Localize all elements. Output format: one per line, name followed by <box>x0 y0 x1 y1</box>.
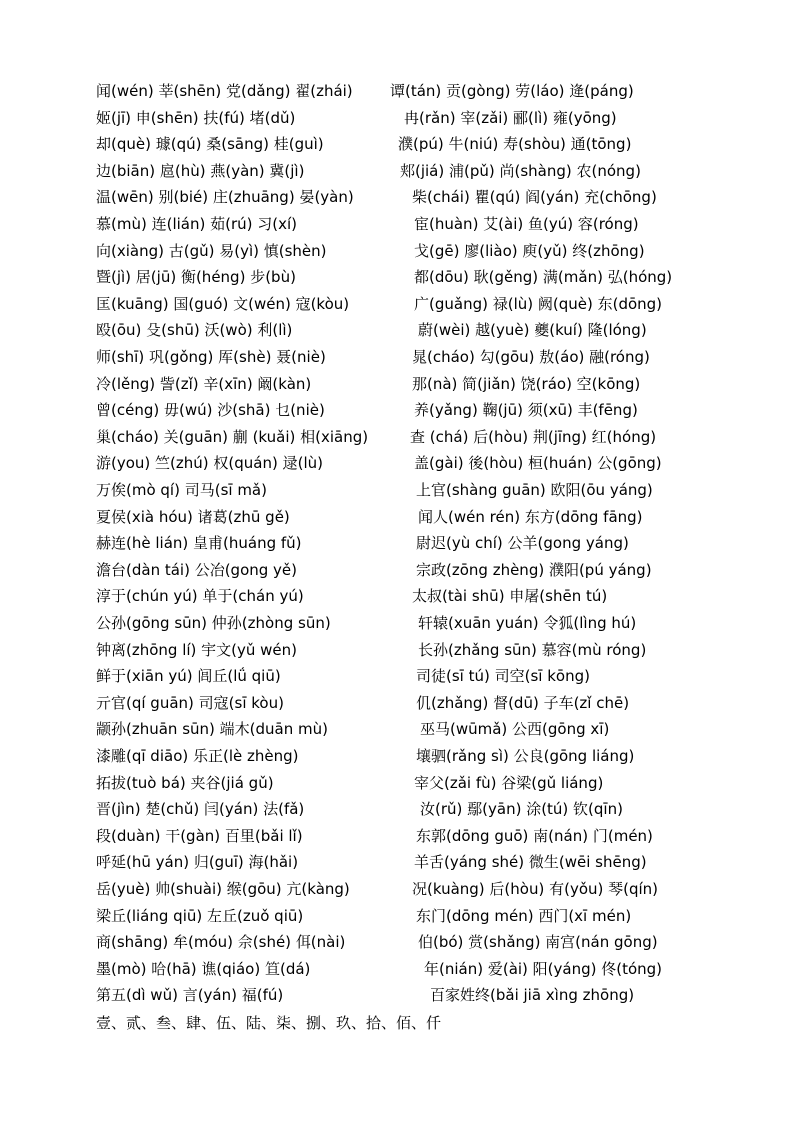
surname-row-right: 濮(pú) 牛(niú) 寿(shòu) 通(tōng) <box>398 135 632 153</box>
surname-row-right: 轩辕(xuān yuán) 令狐(lìng hú) <box>418 614 637 632</box>
surname-row-right: 东郭(dōng guō) 南(nán) 门(mén) <box>416 827 653 845</box>
surname-row-right: 广(guǎng) 禄(lù) 阙(què) 东(dōng) <box>414 295 663 313</box>
surname-row-right: 仉(zhǎng) 督(dū) 子车(zǐ chē) <box>416 694 630 712</box>
surname-row-right: 盖(gài) 後(hòu) 桓(huán) 公(gōng) <box>414 454 662 472</box>
surname-row-left: 段(duàn) 干(gàn) 百里(bǎi lǐ) <box>96 827 303 845</box>
surname-row-right: 都(dōu) 耿(gěng) 满(mǎn) 弘(hóng) <box>414 268 673 286</box>
surname-row-right: 汝(rǔ) 鄢(yān) 涂(tú) 钦(qīn) <box>420 800 623 818</box>
surname-row-right: 宗政(zōng zhèng) 濮阳(pú yáng) <box>416 561 652 579</box>
surname-row-left: 万俟(mò qí) 司马(sī mǎ) <box>96 481 267 499</box>
surname-row-left: 游(you) 竺(zhú) 权(quán) 逯(lù) <box>96 454 323 472</box>
surname-row-left: 温(wēn) 别(bié) 庄(zhuāng) 晏(yàn) <box>96 188 354 206</box>
surname-row-left: 夏侯(xià hóu) 诸葛(zhū gě) <box>96 508 290 526</box>
surname-row-left: 岳(yuè) 帅(shuài) 缑(gōu) 亢(kàng) <box>96 880 350 898</box>
surname-row-right: 东门(dōng mén) 西门(xī mén) <box>416 907 632 925</box>
surname-row-right: 羊舌(yáng shé) 微生(wēi shēng) <box>414 853 647 871</box>
surname-row-right: 那(nà) 简(jiǎn) 饶(ráo) 空(kōng) <box>412 375 641 393</box>
surname-row-left: 姬(jī) 申(shēn) 扶(fú) 堵(dǔ) <box>96 109 296 127</box>
surname-row-right: 查 (chá) 后(hòu) 荆(jīng) 红(hóng) <box>410 428 657 446</box>
surname-row-left: 师(shī) 巩(gǒng) 厍(shè) 聂(niè) <box>96 348 326 366</box>
surname-row-right: 养(yǎng) 鞠(jū) 须(xū) 丰(fēng) <box>414 401 638 419</box>
surname-row-right: 伯(bó) 赏(shǎng) 南宫(nán gōng) <box>418 933 658 951</box>
surname-row-left: 闻(wén) 莘(shēn) 党(dǎng) 翟(zhái) <box>96 82 353 100</box>
surname-row-right: 戈(gē) 廖(liào) 庾(yǔ) 终(zhōng) <box>414 242 645 260</box>
surname-row-left: 第五(dì wǔ) 言(yán) 福(fú) <box>96 986 284 1004</box>
surname-row-right: 年(nián) 爱(ài) 阳(yáng) 佟(tóng) <box>424 960 663 978</box>
surname-row-left: 暨(jì) 居(jū) 衡(héng) 步(bù) <box>96 268 296 286</box>
surname-row-right: 宦(huàn) 艾(ài) 鱼(yú) 容(róng) <box>414 215 639 233</box>
surname-row-right: 上官(shàng guān) 欧阳(ōu yáng) <box>416 481 653 499</box>
surname-row-right: 太叔(tài shū) 申屠(shēn tú) <box>412 587 608 605</box>
surname-row-left: 匡(kuāng) 国(guó) 文(wén) 寇(kòu) <box>96 295 350 313</box>
surname-row-left: 梁丘(liáng qiū) 左丘(zuǒ qiū) <box>96 907 304 925</box>
surname-row-right: 巫马(wūmǎ) 公西(gōng xī) <box>420 720 610 738</box>
surname-row-left: 淳于(chún yú) 单于(chán yú) <box>96 587 304 605</box>
surname-row-left: 呼延(hū yán) 归(guī) 海(hǎi) <box>96 853 299 871</box>
surname-row-left: 商(shāng) 牟(móu) 佘(shé) 佴(nài) <box>96 933 346 951</box>
surname-row-right: 闻人(wén rén) 东方(dōng fāng) <box>418 508 643 526</box>
surname-row-left: 澹台(dàn tái) 公冶(gong yě) <box>96 561 298 579</box>
surname-row-right: 百家姓终(bǎi jiā xìng zhōng) <box>430 986 635 1004</box>
surname-row-right: 壤驷(rǎng sì) 公良(gōng liáng) <box>416 747 635 765</box>
surname-row-left: 拓拔(tuò bá) 夹谷(jiá gǔ) <box>96 774 274 792</box>
surname-row-left: 边(biān) 扈(hù) 燕(yàn) 冀(jì) <box>96 162 305 180</box>
surname-row-right: 宰父(zǎi fù) 谷梁(gǔ liáng) <box>414 774 604 792</box>
surname-row-left: 漆雕(qī diāo) 乐正(lè zhèng) <box>96 747 299 765</box>
surname-row-left: 墨(mò) 哈(hā) 谯(qiáo) 笪(dá) <box>96 960 311 978</box>
surname-row-left: 鲜于(xiān yú) 闾丘(lǘ qiū) <box>96 667 281 685</box>
surname-row-left: 慕(mù) 连(lián) 茹(rú) 习(xí) <box>96 215 297 233</box>
surname-row-right: 谭(tán) 贡(gòng) 劳(láo) 逄(páng) <box>390 82 634 100</box>
surname-row-right: 况(kuàng) 后(hòu) 有(yǒu) 琴(qín) <box>412 880 659 898</box>
surname-row-left: 殴(ōu) 殳(shū) 沃(wò) 利(lì) <box>96 321 293 339</box>
surname-row-right: 蔚(wèi) 越(yuè) 夔(kuí) 隆(lóng) <box>418 321 647 339</box>
surname-row-left: 赫连(hè lián) 皇甫(huáng fǔ) <box>96 534 302 552</box>
surname-row-left: 曾(céng) 毋(wú) 沙(shā) 乜(niè) <box>96 401 325 419</box>
surname-row-right: 冉(rǎn) 宰(zǎi) 郦(lì) 雍(yōng) <box>404 109 617 127</box>
surname-row-right: 晁(cháo) 勾(gōu) 敖(áo) 融(róng) <box>412 348 650 366</box>
surname-row-right: 司徒(sī tú) 司空(sī kōng) <box>416 667 590 685</box>
surname-row-right: 长孙(zhǎng sūn) 慕容(mù róng) <box>418 641 647 659</box>
surname-row-right: 尉迟(yù chí) 公羊(gong yáng) <box>416 534 629 552</box>
surname-row-left: 向(xiàng) 古(gǔ) 易(yì) 慎(shèn) <box>96 242 327 260</box>
surname-row-left: 晋(jìn) 楚(chǔ) 闫(yán) 法(fǎ) <box>96 800 305 818</box>
surname-row-left: 公孙(gōng sūn) 仲孙(zhòng sūn) <box>96 614 331 632</box>
surname-row-left: 颛孙(zhuān sūn) 端木(duān mù) <box>96 720 328 738</box>
surname-row-left: 钟离(zhōng lí) 宇文(yǔ wén) <box>96 641 298 659</box>
surname-row-left: 却(què) 璩(qú) 桑(sāng) 桂(guì) <box>96 135 324 153</box>
surname-row-left: 冷(lěng) 訾(zǐ) 辛(xīn) 阚(kàn) <box>96 375 312 393</box>
surname-row-left: 亓官(qí guān) 司寇(sī kòu) <box>96 694 284 712</box>
surname-row-right: 柴(chái) 瞿(qú) 阎(yán) 充(chōng) <box>412 188 657 206</box>
numerals-line: 壹、贰、叁、肆、伍、陆、柒、捌、玖、拾、佰、仟 <box>96 1014 442 1032</box>
surname-row-left: 巢(cháo) 关(guān) 蒯 (kuǎi) 相(xiāng) <box>96 428 369 446</box>
surname-row-right: 郏(jiá) 浦(pǔ) 尚(shàng) 农(nóng) <box>400 162 641 180</box>
